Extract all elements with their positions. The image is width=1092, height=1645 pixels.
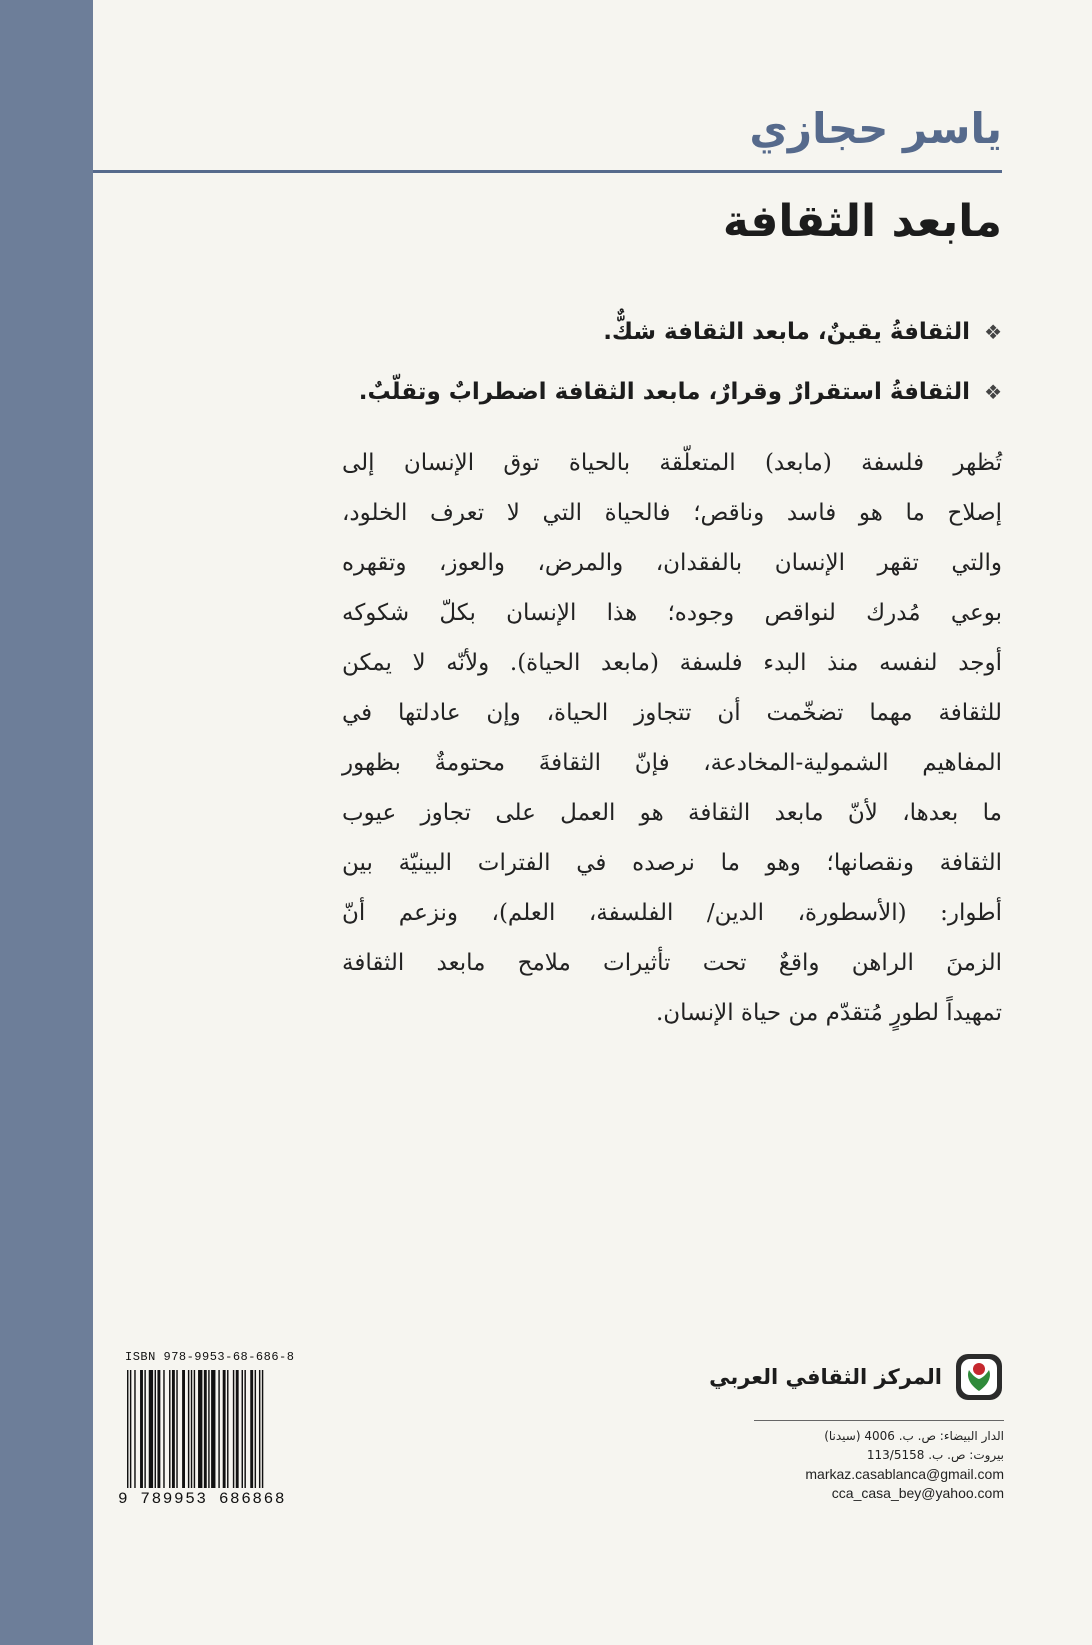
- email-casablanca: markaz.casablanca@gmail.com: [805, 1466, 1004, 1482]
- barcode-image: [125, 1370, 311, 1488]
- publisher-divider: [754, 1420, 1004, 1421]
- blurb-line: المفاهيم الشمولية-المخادعة، فإنّ الثقافةَ محتومةٌ بظهور: [342, 750, 1002, 776]
- diamond-bullet-icon: ❖: [984, 380, 1002, 404]
- blurb-line: تُظهر فلسفة (مابعد) المتعلّقة بالحياة توق الإنسان إلى: [342, 450, 1002, 476]
- quote-item: [342, 302, 1002, 362]
- publisher-logo-icon: [954, 1352, 1004, 1402]
- blurb-line: الزمنَ الراهن واقعٌ تحت تأثيرات ملامح مابعد الثقافة: [342, 950, 1002, 976]
- quote-item: [342, 362, 1002, 422]
- barcode-number: 9 789953 686868: [118, 1490, 287, 1508]
- publisher-name: المركز الثقافي العربي: [709, 1365, 942, 1389]
- blurb-line: ما بعدها، لأنّ مابعد الثقافة هو العمل على تجاوز عيوب: [342, 800, 1002, 826]
- author-name: ياسر حجازي: [749, 104, 1002, 153]
- publisher-header: [709, 1352, 1004, 1402]
- blurb-line: أوجد لنفسه منذ البدء فلسفة (مابعد الحياة). ولأنّه لا يمكن: [342, 650, 1002, 676]
- isbn-label: ISBN 978-9953-68-686-8: [125, 1350, 295, 1364]
- blurb-line: بوعي مُدرك لنواقص وجوده؛ هذا الإنسان بكلّ شكوكه: [342, 600, 1002, 626]
- address-casablanca: الدار البيضاء: ص. ب. 4006 (سيدنا): [824, 1429, 1004, 1443]
- blurb-text: [342, 438, 1002, 1038]
- blurb-line: والتي تقهر الإنسان بالفقدان، والمرض، والعوز، وتقهره: [342, 550, 1002, 576]
- address-beirut: بيروت: ص. ب. 113/5158: [866, 1448, 1004, 1462]
- blurb-line: أطوار: (الأسطورة، الدين/ الفلسفة، العلم)، ونزعم أنّ: [342, 900, 1002, 926]
- publisher-block: [709, 1352, 1004, 1503]
- title-divider: [93, 170, 1002, 173]
- quote-list: [342, 302, 1002, 422]
- quote-text: الثقافةُ يقينٌ، مابعد الثقافة شكٌّ.: [603, 319, 970, 345]
- email-beirut: cca_casa_bey@yahoo.com: [831, 1485, 1004, 1501]
- blurb-line: إصلاح ما هو فاسد وناقص؛ فالحياة التي لا تعرف الخلود،: [342, 500, 1002, 526]
- quote-text: الثقافةُ استقرارٌ وقرارٌ، مابعد الثقافة اضطرابٌ وتقلّبٌ.: [358, 379, 970, 405]
- book-spine: [0, 0, 93, 1645]
- blurb-line: للثقافة مهما تضخّمت أن تتجاوز الحياة، وإن عادلتها في: [342, 700, 1002, 726]
- diamond-bullet-icon: ❖: [984, 320, 1002, 344]
- book-title: مابعد الثقافة: [722, 196, 1002, 247]
- blurb-line: الثقافة ونقصانها؛ وهو ما نرصده في الفترات البينيّة بين: [342, 850, 1002, 876]
- blurb-line: تمهيداً لطورٍ مُتقدّم من حياة الإنسان.: [655, 1000, 1002, 1026]
